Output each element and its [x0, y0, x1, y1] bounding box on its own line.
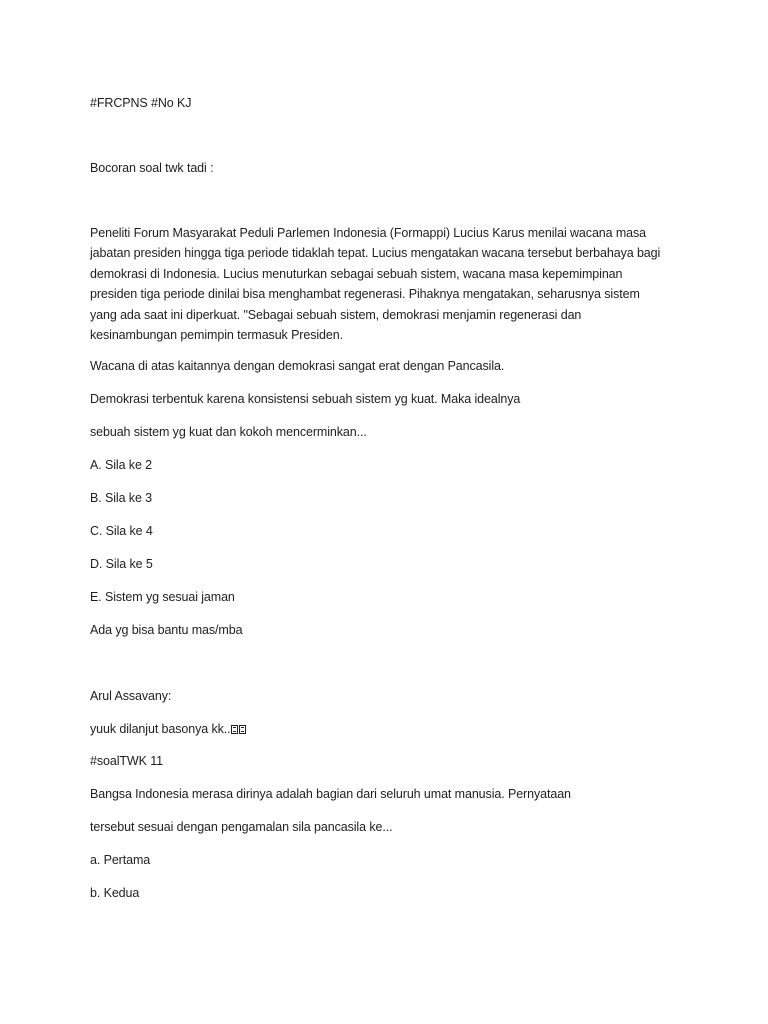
option-b: B. Sila ke 3	[90, 491, 153, 505]
help-request: Ada yg bisa bantu mas/mba	[90, 623, 243, 637]
statement-text: Wacana di atas kaitannya dengan demokrasi sangat erat dengan Pancasila.	[90, 359, 505, 373]
tag-line: #soalTWK 11	[90, 754, 164, 768]
question-line: Demokrasi terbentuk karena konsistensi sebuah sistem yg kuat. Maka idealnya	[90, 392, 521, 406]
hashtags: #FRCPNS #No KJ	[90, 96, 192, 110]
paragraph-line: presiden tiga periode dinilai bisa menghambat regenerasi. Pihaknya mengatakan, seharusnya sistem	[90, 287, 640, 302]
emoji-icon	[231, 720, 247, 740]
paragraph-line: yang ada saat ini diperkuat. "Sebagai sebuah sistem, demokrasi menjamin regenerasi dan	[90, 307, 582, 322]
question2-line: tersebut sesuai dengan pengamalan sila pancasila ke...	[90, 820, 393, 834]
paragraph-line: jabatan presiden hingga tiga periode tidaklah tepat. Lucius mengatakan wacana tersebut berbahaya bagi	[90, 246, 661, 261]
article-paragraph	[90, 223, 670, 345]
option2-a: a. Pertama	[90, 853, 151, 867]
responder-name: Arul Assavany:	[90, 689, 172, 703]
reply-line	[90, 719, 247, 740]
option-d: D. Sila ke 5	[90, 557, 153, 571]
option-e: E. Sistem yg sesuai jaman	[90, 590, 235, 604]
option2-b: b. Kedua	[90, 886, 140, 900]
option-c: C. Sila ke 4	[90, 524, 153, 538]
option-a: A. Sila ke 2	[90, 458, 153, 472]
reply-text: yuuk dilanjut basonya kk..	[90, 722, 231, 736]
question-line: sebuah sistem yg kuat dan kokoh mencerminkan...	[90, 425, 367, 439]
intro-text: Bocoran soal twk tadi :	[90, 161, 214, 175]
paragraph-line: kesinambungan pemimpin termasuk Presiden.	[90, 328, 343, 343]
paragraph-line: demokrasi di Indonesia. Lucius menuturkan sebagai sebuah sistem, wacana masa kepemimpinan	[90, 266, 623, 281]
paragraph-line: Peneliti Forum Masyarakat Peduli Parlemen Indonesia (Formappi) Lucius Karus menilai wacana masa	[90, 226, 647, 240]
question2-line: Bangsa Indonesia merasa dirinya adalah bagian dari seluruh umat manusia. Pernyataan	[90, 787, 571, 801]
